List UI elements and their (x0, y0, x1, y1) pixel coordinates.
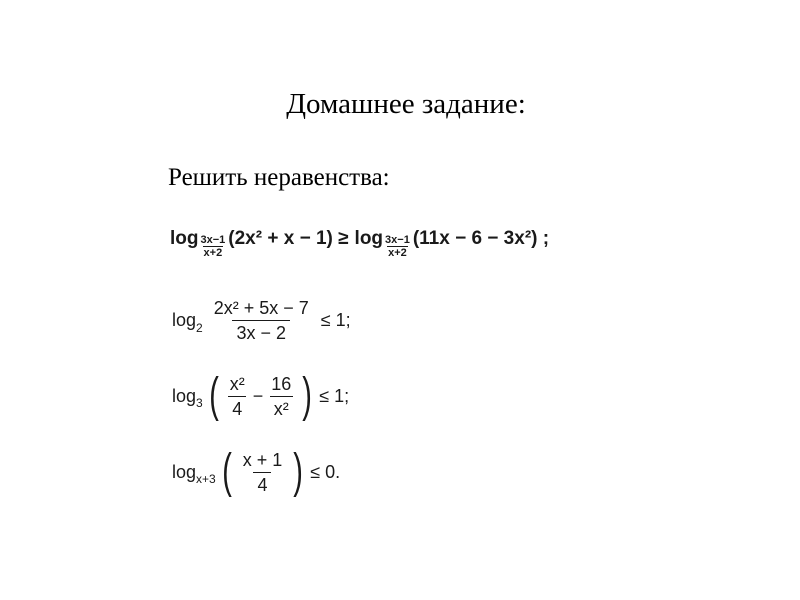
inequality-4 (172, 445, 341, 498)
inequality-2 (172, 298, 351, 343)
left-argument: (2x² + x − 1) ≥ (228, 227, 349, 249)
right-paren: ) (293, 445, 304, 498)
left-paren: ( (221, 445, 232, 498)
inequality-tail: ≤ 0. (310, 461, 341, 482)
log-base-fraction (200, 234, 227, 259)
log-label: log (172, 385, 197, 406)
fraction-1 (226, 374, 249, 419)
log-label: log (170, 227, 199, 249)
base-numerator: 3x−1 (385, 234, 410, 246)
base-denominator: x+2 (203, 247, 223, 259)
fraction-2 (267, 374, 295, 419)
inequality-tail: ≤ 1; (319, 385, 350, 406)
inequality-tail: ≤ 1; (320, 310, 351, 330)
fraction-denominator: x² (270, 396, 293, 419)
fraction-numerator: 2x² + 5x − 7 (213, 298, 309, 318)
fraction-denominator: 4 (253, 472, 271, 495)
left-paren: ( (208, 369, 219, 422)
fraction-numerator: 16 (271, 373, 292, 394)
log-base: 3 (196, 396, 203, 410)
fraction-numerator: x² (229, 373, 245, 394)
argument-fraction (239, 450, 287, 495)
right-paren: ) (302, 369, 313, 422)
fraction-denominator: 4 (228, 396, 246, 419)
fraction-denominator: 3x − 2 (232, 320, 290, 343)
log-label: log (172, 461, 197, 482)
base-denominator: x+2 (388, 247, 407, 259)
task-heading: Решить неравенства: (168, 164, 390, 191)
log-base: x+3 (196, 472, 216, 486)
argument-fraction (210, 298, 313, 343)
log-label: log (354, 227, 384, 249)
page-title: Домашнее задание: (286, 88, 526, 120)
fraction-numerator: x + 1 (242, 449, 283, 470)
inequality-1 (170, 226, 550, 259)
minus-sign: − (252, 385, 264, 406)
log-label: log (172, 310, 197, 330)
base-numerator: 3x−1 (200, 234, 226, 246)
inequality-3 (172, 369, 350, 422)
log-base-fraction (384, 234, 411, 259)
log-base: 2 (196, 320, 203, 335)
right-argument: (11x − 6 − 3x²) ; (412, 227, 550, 249)
